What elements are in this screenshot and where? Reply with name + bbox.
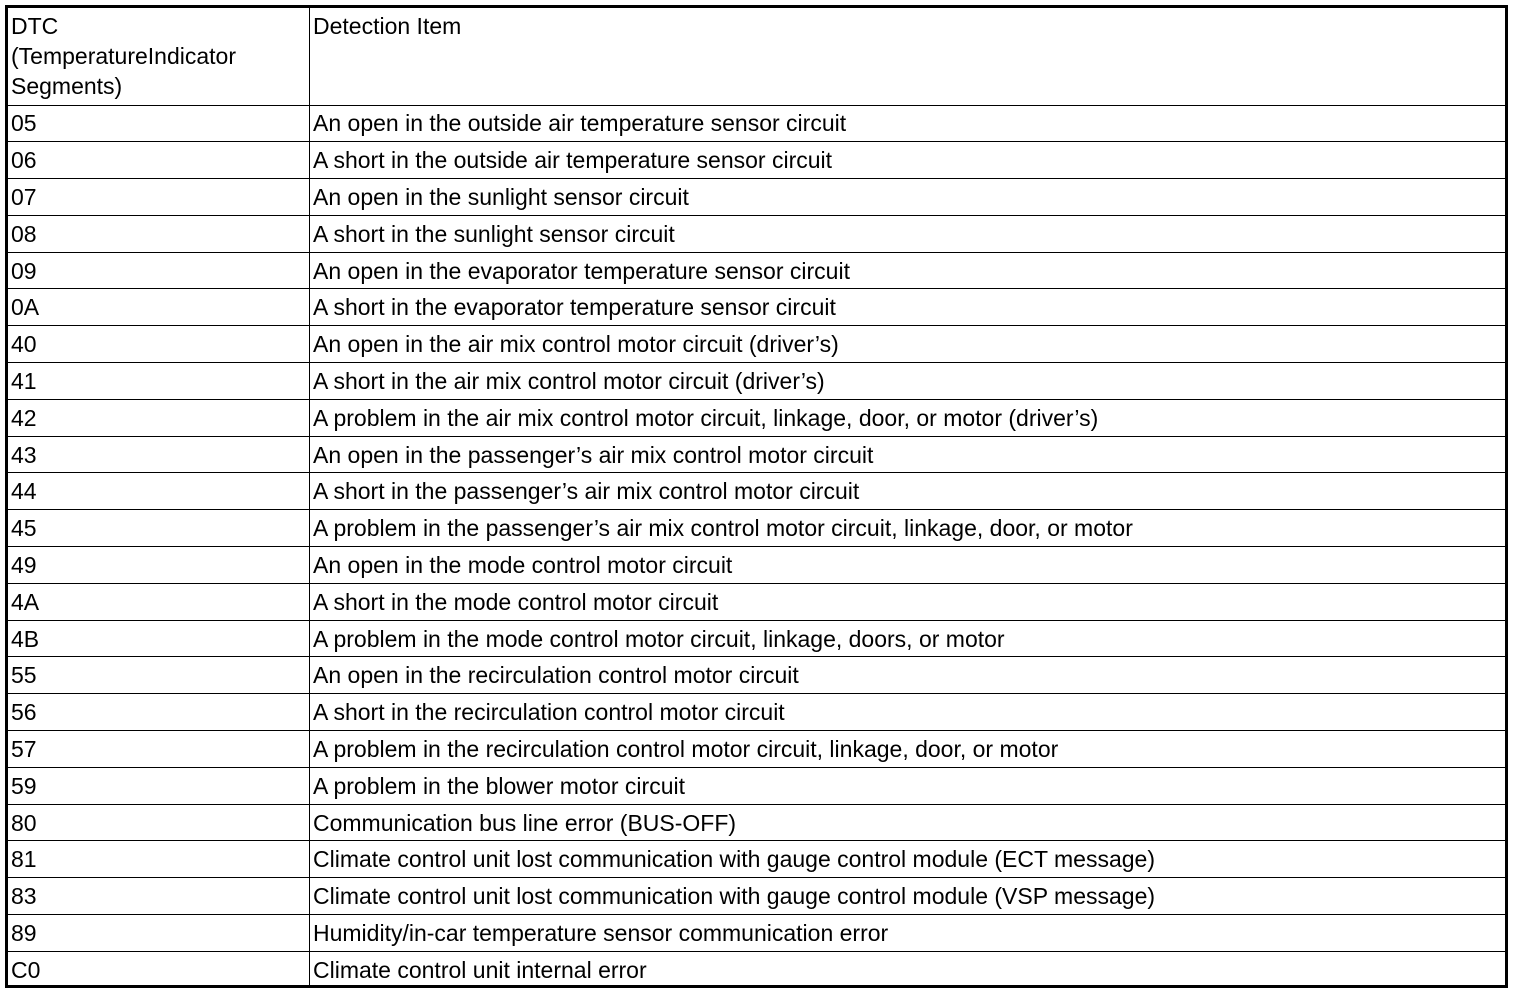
table-row <box>8 583 1505 620</box>
table-row <box>8 510 1505 547</box>
table-row <box>8 767 1505 804</box>
dtc-code-cell: 09 <box>8 252 310 289</box>
detection-item-cell: An open in the sunlight sensor circuit <box>310 179 1506 216</box>
dtc-table-body <box>8 8 1505 988</box>
detection-item-cell: A short in the mode control motor circuit <box>310 583 1506 620</box>
detection-item-cell: A short in the air mix control motor circuit (driver’s) <box>310 363 1506 400</box>
dtc-code-cell: 56 <box>8 694 310 731</box>
header-dtc-cell <box>8 8 310 105</box>
detection-item-cell: A short in the outside air temperature sensor circuit <box>310 142 1506 179</box>
header-detection-item-cell: Detection Item <box>310 8 1506 105</box>
dtc-code-cell: 05 <box>8 105 310 142</box>
dtc-code-cell: 80 <box>8 804 310 841</box>
dtc-code-cell: 49 <box>8 547 310 584</box>
table-row <box>8 399 1505 436</box>
dtc-code-cell: 4B <box>8 620 310 657</box>
detection-item-cell: A short in the sunlight sensor circuit <box>310 215 1506 252</box>
dtc-code-cell: 07 <box>8 179 310 216</box>
detection-item-cell: A problem in the recirculation control motor circuit, linkage, door, or motor <box>310 731 1506 768</box>
dtc-code-cell: 55 <box>8 657 310 694</box>
dtc-code-cell: 0A <box>8 289 310 326</box>
table-row <box>8 326 1505 363</box>
dtc-code-cell: C0 <box>8 951 310 988</box>
table-row <box>8 731 1505 768</box>
detection-item-cell: A problem in the blower motor circuit <box>310 767 1506 804</box>
table-row <box>8 142 1505 179</box>
table-row <box>8 215 1505 252</box>
table-row <box>8 363 1505 400</box>
dtc-code-cell: 40 <box>8 326 310 363</box>
detection-item-cell: Communication bus line error (BUS-OFF) <box>310 804 1506 841</box>
detection-item-cell: An open in the mode control motor circuit <box>310 547 1506 584</box>
dtc-code-cell: 41 <box>8 363 310 400</box>
detection-item-cell: Climate control unit lost communication with gauge control module (VSP message) <box>310 878 1506 915</box>
dtc-code-cell: 4A <box>8 583 310 620</box>
detection-item-cell: Climate control unit lost communication with gauge control module (ECT message) <box>310 841 1506 878</box>
dtc-code-cell: 45 <box>8 510 310 547</box>
table-row <box>8 252 1505 289</box>
dtc-table <box>8 8 1505 988</box>
detection-item-cell: An open in the air mix control motor circuit (driver’s) <box>310 326 1506 363</box>
dtc-code-cell: 42 <box>8 399 310 436</box>
dtc-code-cell: 06 <box>8 142 310 179</box>
table-row <box>8 951 1505 988</box>
dtc-code-cell: 44 <box>8 473 310 510</box>
dtc-code-cell: 83 <box>8 878 310 915</box>
detection-item-cell: An open in the passenger’s air mix control motor circuit <box>310 436 1506 473</box>
dtc-code-cell: 81 <box>8 841 310 878</box>
detection-item-cell: Climate control unit internal error <box>310 951 1506 988</box>
detection-item-cell: An open in the recirculation control motor circuit <box>310 657 1506 694</box>
table-row <box>8 657 1505 694</box>
dtc-code-cell: 59 <box>8 767 310 804</box>
detection-item-cell: A problem in the air mix control motor circuit, linkage, door, or motor (driver’s) <box>310 399 1506 436</box>
detection-item-cell: Humidity/in-car temperature sensor communication error <box>310 915 1506 952</box>
table-row <box>8 473 1505 510</box>
dtc-code-cell: 08 <box>8 215 310 252</box>
table-row <box>8 878 1505 915</box>
table-row <box>8 105 1505 142</box>
detection-item-cell: A short in the passenger’s air mix control motor circuit <box>310 473 1506 510</box>
detection-item-cell: A short in the recirculation control motor circuit <box>310 694 1506 731</box>
table-row <box>8 179 1505 216</box>
table-row <box>8 547 1505 584</box>
table-row <box>8 841 1505 878</box>
table-row <box>8 436 1505 473</box>
detection-item-cell: An open in the evaporator temperature sensor circuit <box>310 252 1506 289</box>
detection-item-cell: A problem in the passenger’s air mix control motor circuit, linkage, door, or motor <box>310 510 1506 547</box>
dtc-table-container <box>5 5 1508 988</box>
dtc-code-cell: 43 <box>8 436 310 473</box>
dtc-code-cell: 89 <box>8 915 310 952</box>
table-row <box>8 620 1505 657</box>
header-dtc-line: DTC <box>11 13 59 39</box>
table-row <box>8 289 1505 326</box>
table-row <box>8 804 1505 841</box>
detection-item-cell: A problem in the mode control motor circuit, linkage, doors, or motor <box>310 620 1506 657</box>
header-dtc-line: Segments) <box>11 73 123 99</box>
detection-item-cell: An open in the outside air temperature sensor circuit <box>310 105 1506 142</box>
table-row <box>8 915 1505 952</box>
dtc-code-cell: 57 <box>8 731 310 768</box>
detection-item-cell: A short in the evaporator temperature sensor circuit <box>310 289 1506 326</box>
table-header-row <box>8 8 1505 105</box>
header-dtc-line: (TemperatureIndicator <box>11 43 236 69</box>
table-row <box>8 694 1505 731</box>
